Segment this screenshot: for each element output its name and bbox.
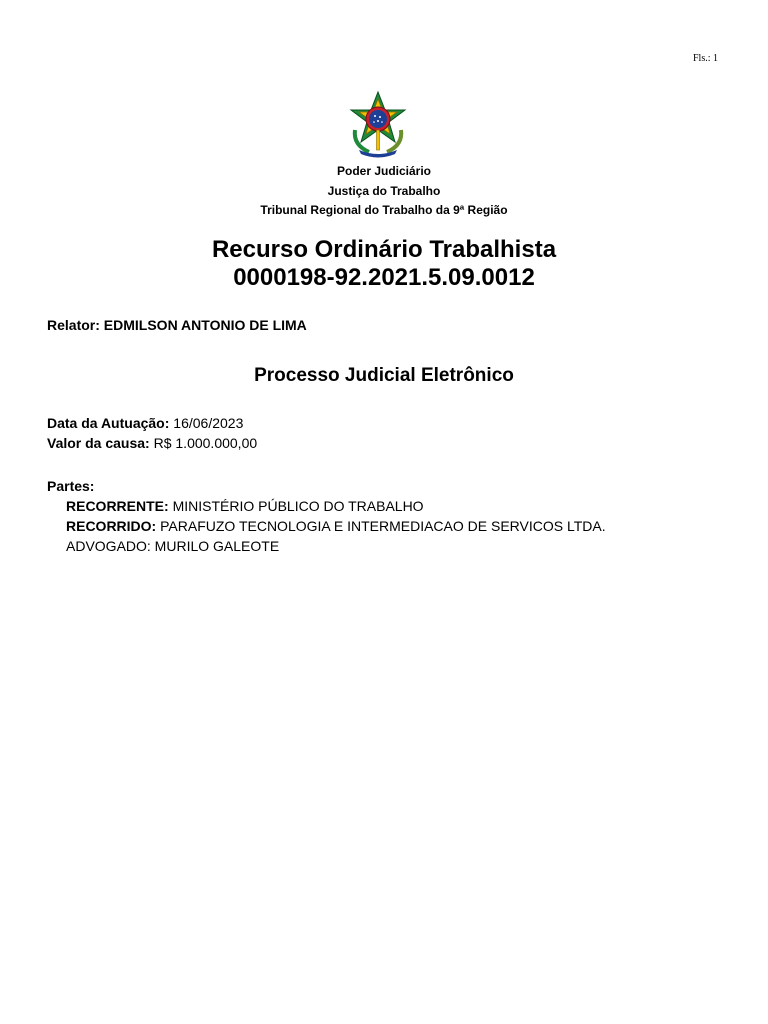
autuacao-label: Data da Autuação: bbox=[47, 415, 170, 431]
institution-line-3: Tribunal Regional do Trabalho da 9ª Região bbox=[260, 203, 508, 217]
recorrente-row bbox=[47, 496, 606, 516]
case-info bbox=[47, 413, 257, 453]
document-title bbox=[0, 236, 768, 292]
advogado-row: ADVOGADO: MURILO GALEOTE bbox=[66, 538, 280, 554]
parties-heading: Partes: bbox=[47, 478, 95, 494]
recorrente-value: MINISTÉRIO PÚBLICO DO TRABALHO bbox=[172, 498, 424, 514]
case-number: 0000198-92.2021.5.09.0012 bbox=[233, 264, 535, 291]
recorrente-label: RECORRENTE: bbox=[66, 498, 169, 514]
institution-line-2: Justiça do Trabalho bbox=[327, 183, 441, 198]
valor-value: R$ 1.000.000,00 bbox=[153, 435, 258, 451]
valor-row bbox=[47, 433, 257, 453]
relator: Relator: EDMILSON ANTONIO DE LIMA bbox=[47, 317, 307, 333]
section-subtitle: Processo Judicial Eletrônico bbox=[254, 365, 514, 386]
institution-header bbox=[0, 162, 768, 221]
recorrido-value: PARAFUZO TECNOLOGIA E INTERMEDIACAO DE SERVICOS LTDA. bbox=[160, 518, 606, 534]
title-line-1: Recurso Ordinário Trabalhista bbox=[211, 236, 557, 263]
recorrido-row bbox=[47, 516, 606, 536]
autuacao-row bbox=[47, 413, 257, 433]
page-number: Fls.: 1 bbox=[692, 53, 718, 64]
valor-label: Valor da causa: bbox=[47, 435, 150, 451]
brazil-coat-of-arms-icon bbox=[345, 90, 411, 158]
recorrido-label: RECORRIDO: bbox=[66, 518, 157, 534]
autuacao-value: 16/06/2023 bbox=[173, 415, 244, 431]
institution-line-1: Poder Judiciário bbox=[336, 164, 432, 178]
parties-section bbox=[47, 476, 606, 556]
